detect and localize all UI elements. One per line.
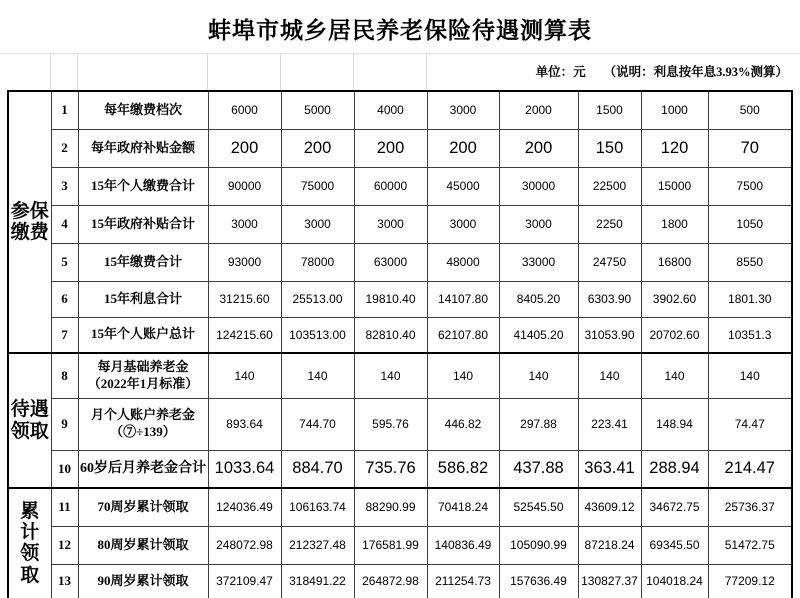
value-cell: 6000 — [208, 91, 281, 129]
value-cell: 69345.50 — [641, 526, 708, 564]
row-label-line: 每年政府补贴金额 — [90, 139, 195, 155]
note-label: （说明：利息按年息3.93%测算） — [603, 65, 788, 79]
group-label — [8, 488, 51, 598]
row-number: 11 — [51, 488, 78, 526]
table-row — [8, 129, 792, 167]
value-cell: 34672.75 — [641, 488, 708, 526]
value-cell: 176581.99 — [354, 526, 427, 564]
value-cell: 88290.99 — [354, 488, 427, 526]
value-cell: 200 — [281, 129, 354, 167]
value-cell: 1500 — [578, 91, 641, 129]
faint-gridline — [0, 53, 800, 54]
table-row — [8, 205, 792, 243]
value-cell: 25736.37 — [708, 488, 792, 526]
value-cell: 104018.24 — [641, 564, 708, 598]
faint-gridline — [280, 54, 281, 90]
row-number: 9 — [51, 398, 78, 450]
value-cell: 48000 — [427, 243, 499, 281]
faint-gridline — [353, 54, 354, 90]
value-cell: 93000 — [208, 243, 281, 281]
value-cell: 103513.00 — [281, 317, 354, 353]
value-cell: 78000 — [281, 243, 354, 281]
group-label-line: 待遇 — [10, 399, 49, 421]
value-cell: 148.94 — [641, 398, 708, 450]
row-label-line: 15年个人缴费合计 — [90, 177, 195, 193]
row-label-line: 15年利息合计 — [103, 290, 182, 306]
value-cell: 446.82 — [427, 398, 499, 450]
value-cell: 248072.98 — [208, 526, 281, 564]
value-cell: 75000 — [281, 167, 354, 205]
row-number: 12 — [51, 526, 78, 564]
row-label-line: 15年政府补贴合计 — [90, 215, 195, 231]
row-label — [78, 564, 208, 598]
value-cell: 1800 — [641, 205, 708, 243]
row-label — [78, 91, 208, 129]
value-cell: 52545.50 — [499, 488, 578, 526]
table-row — [8, 526, 792, 564]
table-row — [8, 564, 792, 598]
value-cell: 140 — [499, 353, 578, 398]
row-label — [78, 526, 208, 564]
row-label — [78, 129, 208, 167]
value-cell: 77209.12 — [708, 564, 792, 598]
benefit-table — [7, 90, 793, 598]
row-number: 4 — [51, 205, 78, 243]
row-label-line: 70周岁累计领取 — [97, 498, 189, 514]
value-cell: 19810.40 — [354, 281, 427, 317]
group-label-line: 领取 — [10, 420, 49, 442]
page-title: 蚌埠市城乡居民养老保险待遇测算表 — [208, 18, 592, 43]
group-label-line: 缴费 — [10, 222, 49, 243]
table-row — [8, 243, 792, 281]
value-cell: 6303.90 — [578, 281, 641, 317]
value-cell: 124215.60 — [208, 317, 281, 353]
value-cell: 70418.24 — [427, 488, 499, 526]
table-row — [8, 317, 792, 353]
value-cell: 16800 — [641, 243, 708, 281]
value-cell: 124036.49 — [208, 488, 281, 526]
value-cell: 62107.80 — [427, 317, 499, 353]
value-cell: 43609.12 — [578, 488, 641, 526]
value-cell: 7500 — [708, 167, 792, 205]
table-row — [8, 488, 792, 526]
value-cell: 24750 — [578, 243, 641, 281]
row-number: 1 — [51, 91, 78, 129]
group-label-line: 计 — [20, 521, 40, 543]
value-cell: 130827.37 — [578, 564, 641, 598]
value-cell: 363.41 — [578, 450, 641, 488]
table-row — [8, 91, 792, 129]
value-cell: 105090.99 — [499, 526, 578, 564]
value-cell: 586.82 — [427, 450, 499, 488]
value-cell: 735.76 — [354, 450, 427, 488]
value-cell: 1050 — [708, 205, 792, 243]
value-cell: 3000 — [427, 91, 499, 129]
row-label-line: （2022年1月标准） — [87, 375, 199, 391]
value-cell: 372109.47 — [208, 564, 281, 598]
value-cell: 2000 — [499, 91, 578, 129]
row-label-line: 60岁后月养老金合计 — [80, 460, 206, 476]
group-label-line: 累 — [20, 500, 40, 522]
value-cell: 212327.48 — [281, 526, 354, 564]
row-label-line: 90周岁累计领取 — [97, 572, 189, 588]
value-cell: 10351.3 — [708, 317, 792, 353]
faint-gridline — [426, 54, 427, 90]
value-cell: 500 — [708, 91, 792, 129]
value-cell: 63000 — [354, 243, 427, 281]
value-cell: 4000 — [354, 91, 427, 129]
row-number: 3 — [51, 167, 78, 205]
value-cell: 30000 — [499, 167, 578, 205]
value-cell: 3902.60 — [641, 281, 708, 317]
value-cell: 15000 — [641, 167, 708, 205]
value-cell: 2250 — [578, 205, 641, 243]
value-cell: 3000 — [427, 205, 499, 243]
value-cell: 140 — [641, 353, 708, 398]
value-cell: 33000 — [499, 243, 578, 281]
row-label — [78, 317, 208, 353]
value-cell: 70 — [708, 129, 792, 167]
row-number: 2 — [51, 129, 78, 167]
row-label-line: （⑦÷139） — [110, 424, 176, 439]
value-cell: 3000 — [354, 205, 427, 243]
group-label — [8, 91, 51, 353]
value-cell: 214.47 — [708, 450, 792, 488]
faint-gridline — [207, 54, 208, 90]
value-cell: 45000 — [427, 167, 499, 205]
value-cell: 200 — [499, 129, 578, 167]
value-cell: 744.70 — [281, 398, 354, 450]
group-label — [8, 353, 51, 488]
value-cell: 31053.90 — [578, 317, 641, 353]
value-cell: 22500 — [578, 167, 641, 205]
value-cell: 595.76 — [354, 398, 427, 450]
row-label — [78, 450, 208, 488]
value-cell: 1033.64 — [208, 450, 281, 488]
row-label — [78, 281, 208, 317]
group-label-line: 领 — [20, 543, 40, 565]
value-cell: 211254.73 — [427, 564, 499, 598]
value-cell: 106163.74 — [281, 488, 354, 526]
value-cell: 288.94 — [641, 450, 708, 488]
faint-gridline — [77, 54, 78, 90]
value-cell: 140836.49 — [427, 526, 499, 564]
value-cell: 3000 — [499, 205, 578, 243]
group-label-line: 参保 — [10, 200, 49, 222]
row-number: 5 — [51, 243, 78, 281]
value-cell: 60000 — [354, 167, 427, 205]
value-cell: 140 — [578, 353, 641, 398]
value-cell: 893.64 — [208, 398, 281, 450]
row-label-line: 15年个人账户总计 — [90, 326, 195, 342]
value-cell: 200 — [354, 129, 427, 167]
value-cell: 25513.00 — [281, 281, 354, 317]
value-cell: 5000 — [281, 91, 354, 129]
value-cell: 3000 — [208, 205, 281, 243]
row-number: 8 — [51, 353, 78, 398]
value-cell: 140 — [708, 353, 792, 398]
row-label — [78, 488, 208, 526]
value-cell: 8405.20 — [499, 281, 578, 317]
value-cell: 14107.80 — [427, 281, 499, 317]
row-label — [78, 243, 208, 281]
value-cell: 1000 — [641, 91, 708, 129]
value-cell: 41405.20 — [499, 317, 578, 353]
value-cell: 264872.98 — [354, 564, 427, 598]
unit-note — [536, 62, 788, 80]
unit-label: 单位：元 — [535, 65, 586, 79]
value-cell: 297.88 — [499, 398, 578, 450]
value-cell: 140 — [427, 353, 499, 398]
row-label — [78, 353, 208, 398]
row-number: 6 — [51, 281, 78, 317]
value-cell: 140 — [281, 353, 354, 398]
table-row — [8, 167, 792, 205]
value-cell: 120 — [641, 129, 708, 167]
faint-gridline — [50, 54, 51, 90]
row-label-line: 月个人账户养老金 — [90, 407, 195, 423]
value-cell: 20702.60 — [641, 317, 708, 353]
group-label-line: 取 — [20, 564, 40, 586]
value-cell: 200 — [208, 129, 281, 167]
table-row — [8, 398, 792, 450]
row-label-line: 每月基础养老金 — [97, 358, 189, 374]
row-label — [78, 398, 208, 450]
table-row — [8, 281, 792, 317]
value-cell: 437.88 — [499, 450, 578, 488]
value-cell: 3000 — [281, 205, 354, 243]
row-label-line: 15年缴费合计 — [103, 253, 182, 269]
value-cell: 1801.30 — [708, 281, 792, 317]
value-cell: 82810.40 — [354, 317, 427, 353]
value-cell: 150 — [578, 129, 641, 167]
value-cell: 157636.49 — [499, 564, 578, 598]
value-cell: 51472.75 — [708, 526, 792, 564]
row-label — [78, 167, 208, 205]
value-cell: 140 — [354, 353, 427, 398]
row-label — [78, 205, 208, 243]
value-cell: 223.41 — [578, 398, 641, 450]
row-number: 13 — [51, 564, 78, 598]
value-cell: 87218.24 — [578, 526, 641, 564]
value-cell: 318491.22 — [281, 564, 354, 598]
value-cell: 8550 — [708, 243, 792, 281]
value-cell: 140 — [208, 353, 281, 398]
value-cell: 884.70 — [281, 450, 354, 488]
value-cell: 74.47 — [708, 398, 792, 450]
row-number: 10 — [51, 450, 78, 488]
table-row — [8, 353, 792, 398]
row-number: 7 — [51, 317, 78, 353]
row-label-line: 每年缴费档次 — [103, 101, 182, 117]
table-row — [8, 450, 792, 488]
table-body — [8, 91, 792, 598]
row-label-line: 80周岁累计领取 — [97, 536, 189, 552]
value-cell: 200 — [427, 129, 499, 167]
value-cell: 90000 — [208, 167, 281, 205]
value-cell: 31215.60 — [208, 281, 281, 317]
